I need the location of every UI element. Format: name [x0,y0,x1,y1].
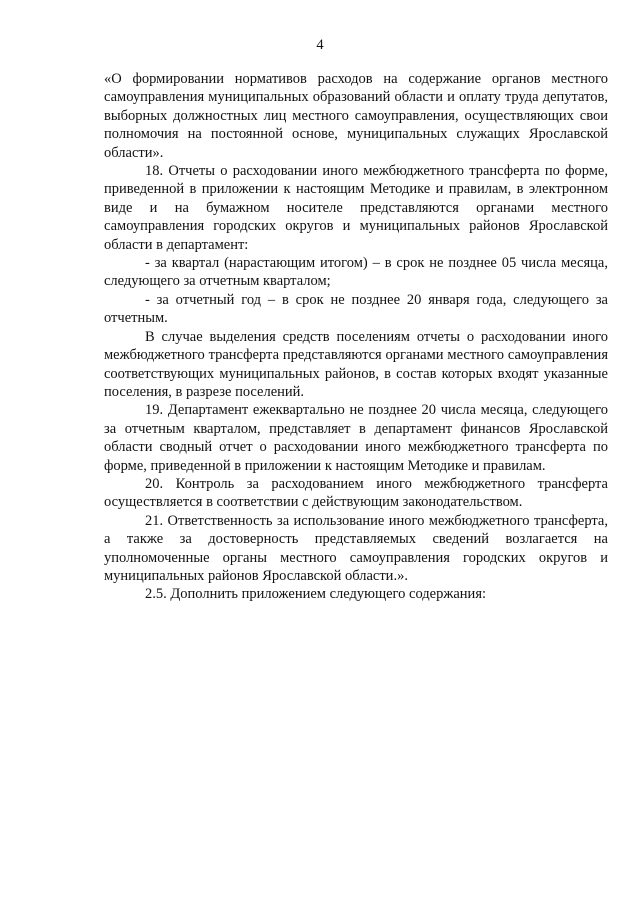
paragraph-annual-deadline: - за отчетный год – в срок не позднее 20 января года, следующего за отчетным. [104,291,608,327]
paragraph-quarterly-deadline: - за квартал (нарастающим итогом) – в срок не позднее 05 числа месяца, следующего за отчетным кварталом; [104,255,608,290]
paragraph-settlements: В случае выделения средств поселениям отчеты о расходовании иного межбюджетного трансферта представляются органами местного самоуправления соответствующих муниципальных районов, в состав которых входят указанные поселения, в разрезе поселений. [104,328,608,400]
paragraph-19: 19. Департамент ежеквартально не позднее 20 числа месяца, следующего за отчетным кварталом, представляет в департамент финансов Ярославской области сводный отчет о расходовании иного межбюджетного трансферта по форме, приведенной в приложении к настоящим Методике и правилам. [104,402,608,474]
paragraph-law-title-continuation: «О формировании нормативов расходов на содержание органов местного самоуправления муниципальных образований области и оплату труда депутатов, выборных должностных лиц местного самоуправления, осуществляющих свои полномочия на постоянной основе, муниципальных служащих Ярославской области». [104,71,608,161]
paragraph-21: 21. Ответственность за использование иного межбюджетного трансферта, а также за достоверность представляемых сведений возлагается на уполномоченные органы местного самоуправления городских округов и муниципальных районов Ярославской области.». [104,512,608,584]
paragraph-18: 18. Отчеты о расходовании иного межбюджетного трансферта по форме, приведенной в приложении к настоящим Методике и правилам, в электронном виде и на бумажном носителе представляются органами местного самоуправления городских округов и муниципальных районов Ярославской области в департамент: [104,163,608,253]
paragraph-2-5: 2.5. Дополнить приложением следующего содержания: [145,586,487,603]
document-body [104,70,608,604]
paragraph-20: 20. Контроль за расходованием иного межбюджетного трансферта осуществляется в соответствии с действующим законодательством. [104,475,608,511]
page-number: 4 [316,37,324,53]
